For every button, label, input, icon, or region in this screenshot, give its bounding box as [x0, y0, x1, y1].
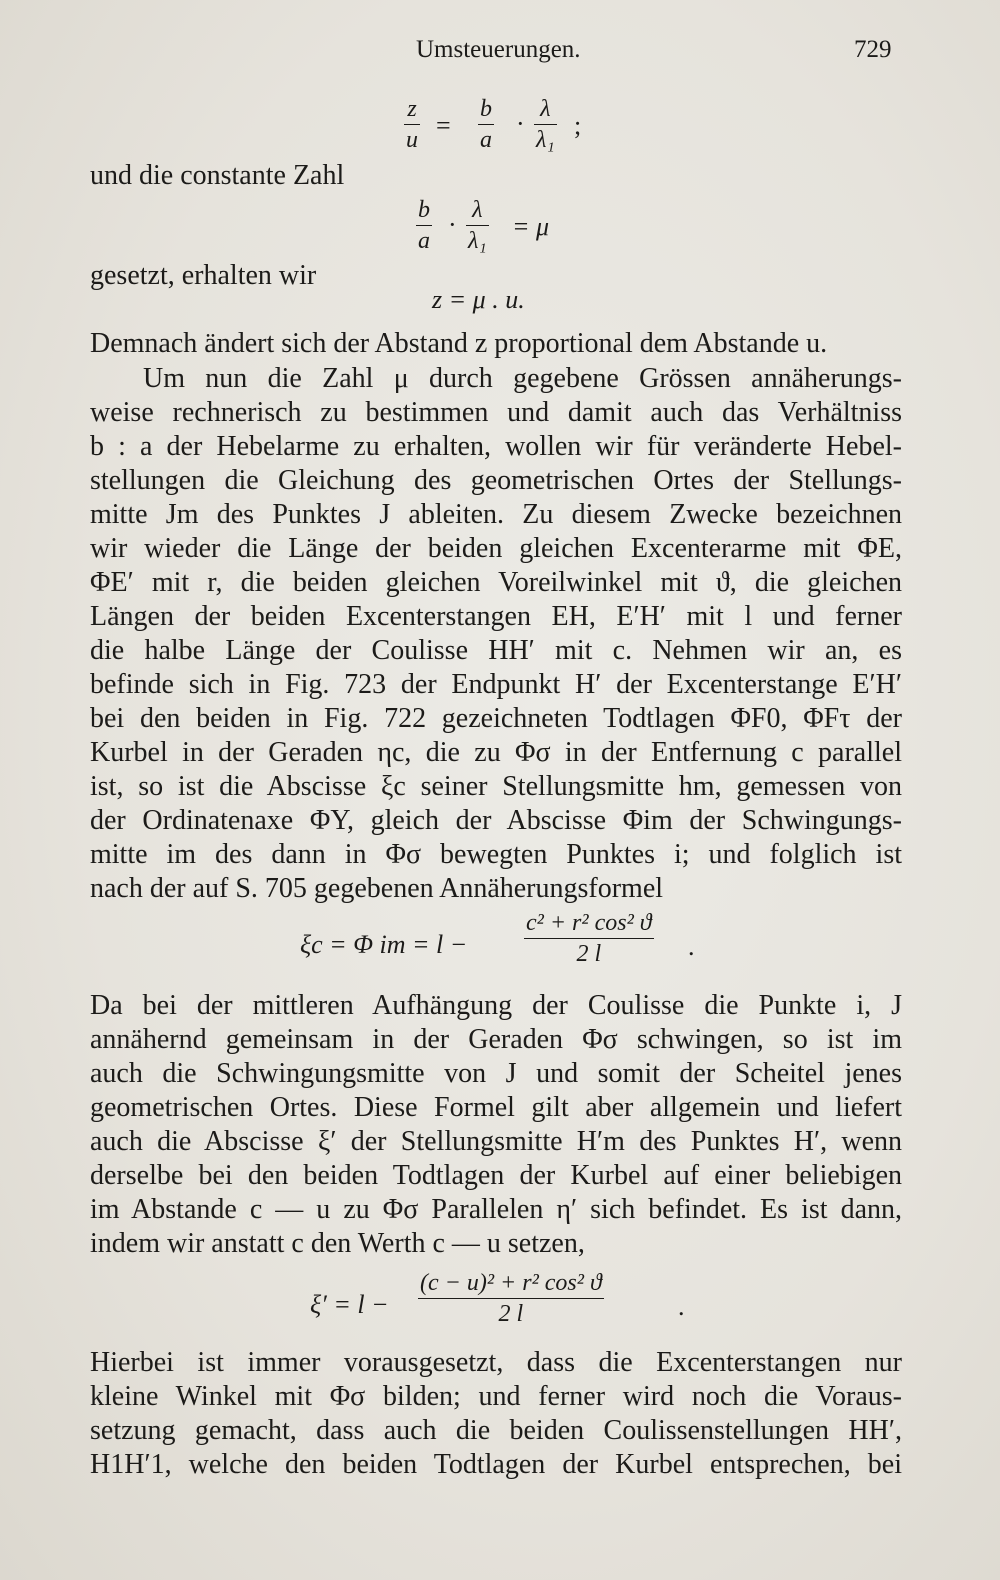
fraction-lambda	[534, 96, 557, 153]
text-line: ΦE′ mit r, die beiden gleichen Voreilwinkel mit ϑ, die gleichen	[90, 567, 902, 598]
fraction-z-u	[404, 96, 420, 153]
text-line: Da bei der mittleren Aufhängung der Coulisse die Punkte i, J	[90, 990, 902, 1021]
text-line: im Abstande c — u zu Φσ Parallelen η′ sich befindet. Es ist dann,	[90, 1194, 902, 1225]
numerator: b	[480, 96, 492, 122]
equals-mu: = μ	[512, 212, 550, 241]
text-line: mitte Jm des Punktes J ableiten. Zu diesem Zwecke bezeichnen	[90, 499, 902, 530]
text-line: bei den beiden in Fig. 722 gezeichneten Todtlagen ΦF0, ΦFτ der	[90, 703, 902, 734]
numerator: z	[407, 96, 417, 122]
denominator: 2 l	[498, 1301, 524, 1327]
text-line: geometrischen Ortes. Diese Formel gilt aber allgemein und liefert	[90, 1092, 902, 1123]
text-line: indem wir anstatt c den Werth c — u setzen,	[90, 1228, 585, 1259]
text-line: auch die Abscisse ξ′ der Stellungsmitte H′m des Punktes H′, wenn	[90, 1126, 902, 1157]
text-line: ist, so ist die Abscisse ξc seiner Stellungsmitte hm, gemessen von	[90, 771, 902, 802]
fraction-lambda	[466, 197, 489, 254]
text-line: stellungen die Gleichung des geometrischen Ortes der Stellungs-	[90, 465, 902, 496]
fraction-b-a	[478, 96, 494, 153]
period: .	[688, 932, 695, 961]
denominator: λ₁	[536, 127, 555, 153]
numerator: c² + r² cos² ϑ	[526, 910, 652, 936]
text-line: die halbe Länge der Coulisse HH′ mit c. Nehmen wir an, es	[90, 635, 902, 666]
text-line: wir wieder die Länge der beiden gleichen Excenterarme mit ΦE,	[90, 533, 902, 564]
formula-lhs: ξ′ = l −	[310, 1290, 389, 1319]
numerator: λ	[540, 96, 551, 122]
semicolon: ;	[574, 111, 582, 140]
text-line: H1H′1, welche den beiden Todtlagen der Kurbel entsprechen, bei	[90, 1449, 902, 1480]
text-line: Um nun die Zahl μ durch gegebene Grössen annäherungs-	[143, 363, 902, 394]
text-line: befinde sich in Fig. 723 der Endpunkt H′ der Excenterstange E′H′	[90, 669, 902, 700]
text-line: der Ordinatenaxe ΦY, gleich der Abscisse Φim der Schwingungs-	[90, 805, 902, 836]
text-line: b : a der Hebelarme zu erhalten, wollen wir für veränderte Hebel-	[90, 431, 902, 462]
period: .	[678, 1292, 685, 1321]
fraction-approximation	[524, 910, 654, 967]
fraction-b-a	[416, 197, 432, 254]
text-line: Demnach ändert sich der Abstand z proportional dem Abstande u.	[90, 328, 828, 359]
equals-sign: =	[436, 111, 451, 140]
dot-operator: ·	[448, 210, 457, 239]
text-line: Kurbel in der Geraden ηc, die zu Φσ in der Entfernung c parallel	[90, 737, 902, 768]
text-line: auch die Schwingungsmitte von J und somit der Scheitel jenes	[90, 1058, 902, 1089]
text-line: und die constante Zahl	[90, 160, 345, 191]
text-line: mitte im des dann in Φσ bewegten Punktes i; und folglich ist	[90, 839, 902, 870]
running-title: Umsteuerungen.	[416, 36, 581, 63]
dot-operator: ·	[516, 109, 525, 138]
numerator: (c − u)² + r² cos² ϑ	[420, 1270, 602, 1296]
formula-lhs: ξc = Φ im = l −	[300, 930, 468, 959]
text-line: setzung gemacht, dass auch die beiden Coulissenstellungen HH′,	[90, 1415, 902, 1446]
text-line: nach der auf S. 705 gegebenen Annäherungsformel	[90, 873, 664, 904]
denominator: u	[406, 127, 418, 153]
text-line: Längen der beiden Excenterstangen EH, E′H′ mit l und ferner	[90, 601, 902, 632]
denominator: a	[418, 228, 430, 254]
text-line: Hierbei ist immer vorausgesetzt, dass die Excenterstangen nur	[90, 1347, 902, 1378]
denominator: λ₁	[468, 228, 487, 254]
numerator: λ	[472, 197, 483, 223]
fraction-approximation	[418, 1270, 604, 1327]
text-line: annähernd gemeinsam in der Geraden Φσ schwingen, so ist im	[90, 1024, 902, 1055]
text-line: derselbe bei den beiden Todtlagen der Kurbel auf einer beliebigen	[90, 1160, 902, 1191]
formula-z-equals-mu-u: z = μ . u.	[432, 285, 525, 314]
numerator: b	[418, 197, 430, 223]
text-line: kleine Winkel mit Φσ bilden; und ferner wird noch die Voraus-	[90, 1381, 902, 1412]
denominator: 2 l	[576, 941, 602, 967]
denominator: a	[480, 127, 492, 153]
text-line: gesetzt, erhalten wir	[90, 260, 317, 291]
page-number: 729	[854, 36, 892, 63]
text-line: weise rechnerisch zu bestimmen und damit auch das Verhältniss	[90, 397, 902, 428]
